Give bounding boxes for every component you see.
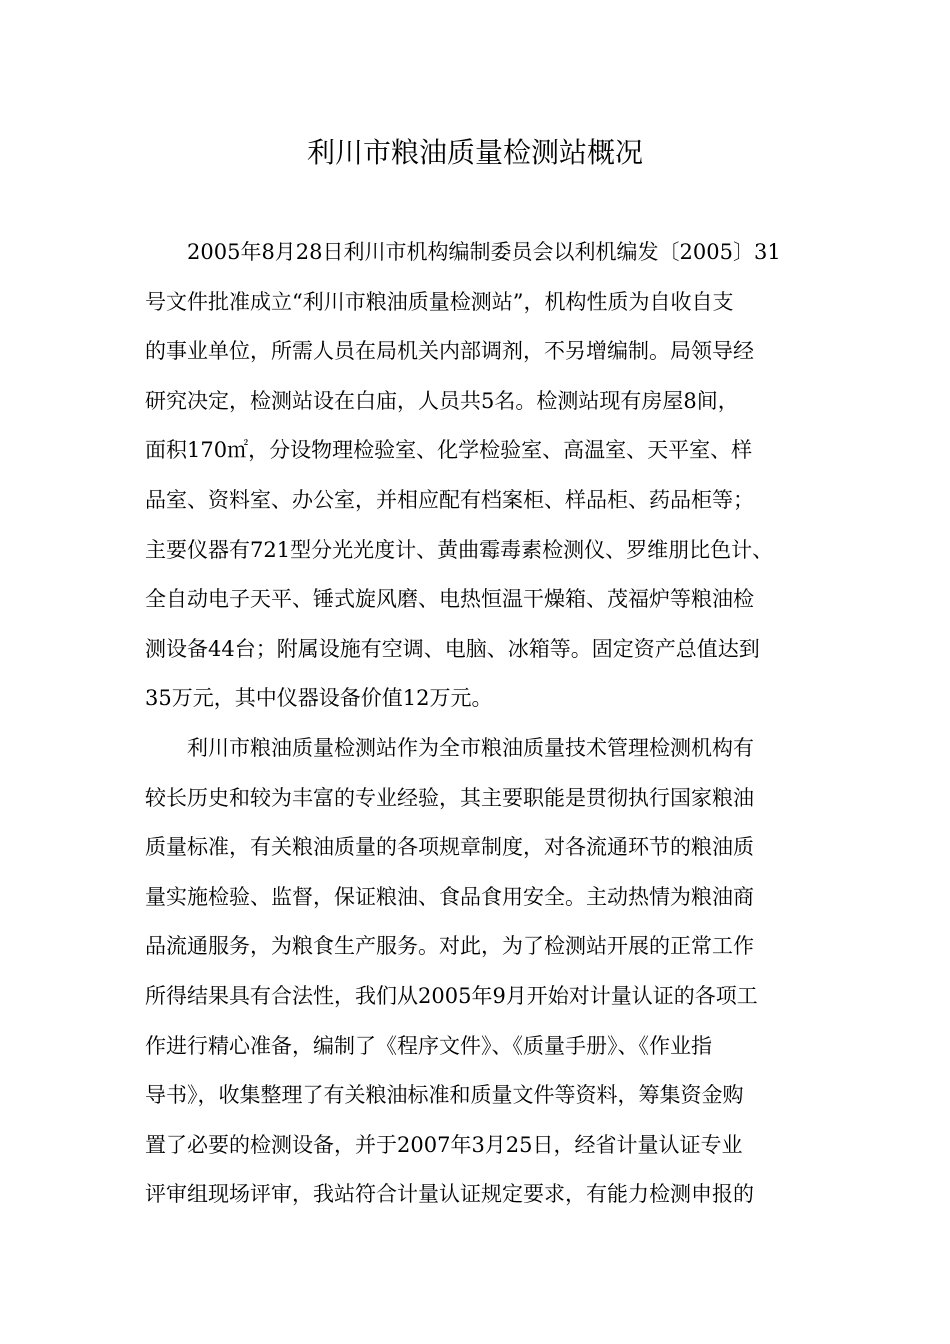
text-line: 导书》，收集整理了有关粮油标准和质量文件等资料，筹集资金购 [145,1083,744,1108]
text-line: 评审组现场评审，我站符合计量认证规定要求，有能力检测申报的 [145,1182,754,1207]
text-line: 全自动电子天平、锤式旋风磨、电热恒温干燥箱、茂福炉等粮油检 [145,587,754,612]
text-line: 量实施检验、监督，保证粮油、食品食用安全。主动热情为粮油商 [145,884,754,909]
text-line: 面积170㎡，分设物理检验室、化学检验室、高温室、天平室、样 [145,438,753,463]
text-line: 质量标准，有关粮油质量的各项规章制度，对各流通环节的粮油质 [145,835,754,860]
text-line: 主要仪器有721型分光光度计、黄曲霉毒素检测仪、罗维朋比色计、 [145,537,774,562]
text-line: 的事业单位，所需人员在局机关内部调剂，不另增编制。局领导经 [145,339,754,364]
paragraph-2 [145,724,825,1220]
text-line: 品流通服务，为粮食生产服务。对此，为了检测站开展的正常工作 [145,934,754,959]
text-line: 2005年8月28日利川市机构编制委员会以利机编发〔2005〕31 [187,240,781,264]
text-line: 利川市粮油质量检测站作为全市粮油质量技术管理检测机构有 [187,735,754,760]
text-line: 置了必要的检测设备，并于2007年3月25日，经省计量认证专业 [145,1132,743,1157]
document-body [145,228,825,1220]
text-line: 较长历史和较为丰富的专业经验，其主要职能是贯彻执行国家粮油 [145,785,754,810]
text-line: 所得结果具有合法性，我们从2005年9月开始对计量认证的各项工 [145,983,758,1008]
text-line: 测设备44台；附属设施有空调、电脑、冰箱等。固定资产总值达到 [145,636,760,661]
text-line: 作进行精心准备，编制了《程序文件》、《质量手册》、《作业指 [145,1033,712,1058]
paragraph-1 [145,228,825,724]
text-line: 品室、资料室、办公室，并相应配有档案柜、样品柜、药品柜等； [145,487,754,512]
document-title: 利川市粮油质量检测站概况 [306,136,643,169]
text-line: 35万元，其中仪器设备价值12万元。 [145,686,493,711]
text-line: 号文件批准成立“利川市粮油质量检测站”，机构性质为自收自支 [145,289,734,314]
text-line: 研究决定，检测站设在白庙，人员共5名。检测站现有房屋8间， [145,388,739,413]
